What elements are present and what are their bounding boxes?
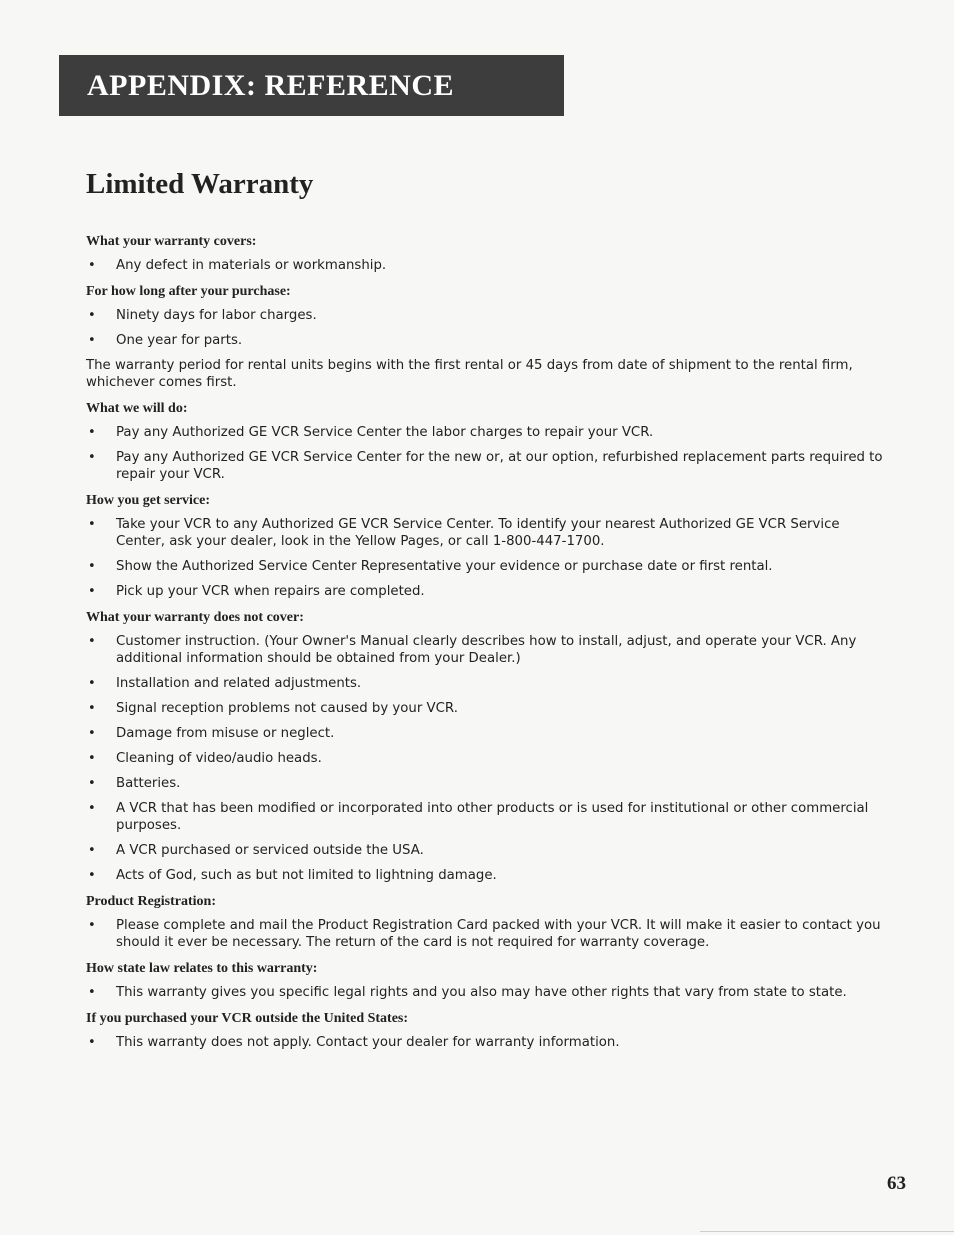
warranty-section	[86, 284, 891, 391]
warranty-section	[86, 894, 891, 951]
list-item	[86, 675, 891, 692]
warranty-section	[86, 234, 891, 274]
list-item-text: Any defect in materials or workmanship.	[116, 258, 387, 273]
bullet-list	[86, 516, 891, 600]
bullet-icon: •	[88, 333, 96, 348]
list-item	[86, 633, 891, 667]
section-heading: If you purchased your VCR outside the United States:	[86, 1011, 409, 1026]
bullet-icon: •	[88, 868, 96, 883]
list-item	[86, 867, 891, 884]
list-item	[86, 917, 891, 951]
list-item	[86, 1034, 891, 1051]
bullet-list	[86, 984, 891, 1001]
list-item-text: This warranty gives you specific legal rights and you also may have other rights that vary from state to state.	[116, 985, 847, 1000]
list-item-text: Pay any Authorized GE VCR Service Center the labor charges to repair your VCR.	[116, 425, 654, 440]
bottom-rule	[700, 1231, 954, 1232]
list-item-text: Cleaning of video/audio heads.	[116, 751, 322, 766]
list-item-text: Batteries.	[116, 776, 181, 791]
bullet-icon: •	[88, 517, 96, 532]
list-item-text: Ninety days for labor charges.	[116, 308, 317, 323]
bullet-icon: •	[88, 751, 96, 766]
bullet-list	[86, 633, 891, 884]
bullet-icon: •	[88, 425, 96, 440]
section-heading: Product Registration:	[86, 894, 216, 909]
bullet-icon: •	[88, 776, 96, 791]
list-item	[86, 700, 891, 717]
list-item-text: A VCR that has been modified or incorporated into other products or is used for institutional or other commercial purposes.	[116, 801, 869, 833]
list-item-text: Pay any Authorized GE VCR Service Center for the new or, at our option, refurbished replacement parts required to repair your VCR.	[116, 450, 883, 482]
list-item-text: Acts of God, such as but not limited to lightning damage.	[116, 868, 497, 883]
section-heading: How you get service:	[86, 493, 211, 508]
bullet-list	[86, 424, 891, 483]
section-heading: What we will do:	[86, 401, 188, 416]
bullet-icon: •	[88, 559, 96, 574]
section-heading: How state law relates to this warranty:	[86, 961, 318, 976]
section-heading: What your warranty covers:	[86, 234, 257, 249]
list-item	[86, 332, 891, 349]
bullet-icon: •	[88, 801, 96, 816]
warranty-section	[86, 493, 891, 600]
list-item-text: Please complete and mail the Product Registration Card packed with your VCR. It will make it easier to contact you should it ever be necessary. The return of the card is not required for warranty coverage.	[116, 918, 881, 950]
list-item	[86, 583, 891, 600]
bullet-icon: •	[88, 258, 96, 273]
warranty-section	[86, 610, 891, 884]
list-item	[86, 800, 891, 834]
appendix-banner	[59, 55, 564, 116]
list-item	[86, 257, 891, 274]
list-item	[86, 516, 891, 550]
bullet-list	[86, 917, 891, 951]
bullet-list	[86, 307, 891, 349]
list-item	[86, 424, 891, 441]
bullet-icon: •	[88, 701, 96, 716]
list-item	[86, 750, 891, 767]
bullet-icon: •	[88, 918, 96, 933]
bullet-icon: •	[88, 985, 96, 1000]
bullet-icon: •	[88, 726, 96, 741]
list-item-text: A VCR purchased or serviced outside the USA.	[116, 843, 424, 858]
bullet-icon: •	[88, 843, 96, 858]
list-item	[86, 307, 891, 324]
list-item-text: Pick up your VCR when repairs are completed.	[116, 584, 425, 599]
page-number: 63	[887, 1173, 906, 1194]
bullet-icon: •	[88, 1035, 96, 1050]
list-item-text: Take your VCR to any Authorized GE VCR Service Center. To identify your nearest Authorized GE VCR Service Center, ask your dealer, look in the Yellow Pages, or call 1-800-447-1700.	[116, 517, 840, 549]
bullet-icon: •	[88, 450, 96, 465]
bullet-icon: •	[88, 584, 96, 599]
list-item	[86, 842, 891, 859]
warranty-section	[86, 401, 891, 483]
bullet-list	[86, 1034, 891, 1051]
section-heading: What your warranty does not cover:	[86, 610, 304, 625]
list-item-text: Customer instruction. (Your Owner's Manual clearly describes how to install, adjust, and operate your VCR. Any additional information should be obtained from your Dealer.)	[116, 634, 857, 666]
bullet-list	[86, 257, 891, 274]
bullet-icon: •	[88, 308, 96, 323]
list-item-text: Installation and related adjustments.	[116, 676, 362, 691]
list-item-text: This warranty does not apply. Contact your dealer for warranty information.	[116, 1035, 620, 1050]
list-item	[86, 775, 891, 792]
list-item-text: Damage from misuse or neglect.	[116, 726, 335, 741]
warranty-section	[86, 961, 891, 1001]
section-note: The warranty period for rental units begins with the first rental or 45 days from date of shipment to the rental firm, whichever comes first.	[86, 358, 853, 390]
list-item	[86, 725, 891, 742]
list-item	[86, 558, 891, 575]
bullet-icon: •	[88, 634, 96, 649]
list-item	[86, 449, 891, 483]
warranty-section	[86, 1011, 891, 1051]
bullet-icon: •	[88, 676, 96, 691]
section-heading: For how long after your purchase:	[86, 284, 291, 299]
list-item	[86, 984, 891, 1001]
list-item-text: Show the Authorized Service Center Representative your evidence or purchase date or first rental.	[116, 559, 773, 574]
banner-label: APPENDIX: REFERENCE	[87, 69, 455, 102]
page-title: Limited Warranty	[86, 168, 314, 200]
warranty-content	[86, 234, 891, 1061]
list-item-text: Signal reception problems not caused by your VCR.	[116, 701, 458, 716]
list-item-text: One year for parts.	[116, 333, 243, 348]
